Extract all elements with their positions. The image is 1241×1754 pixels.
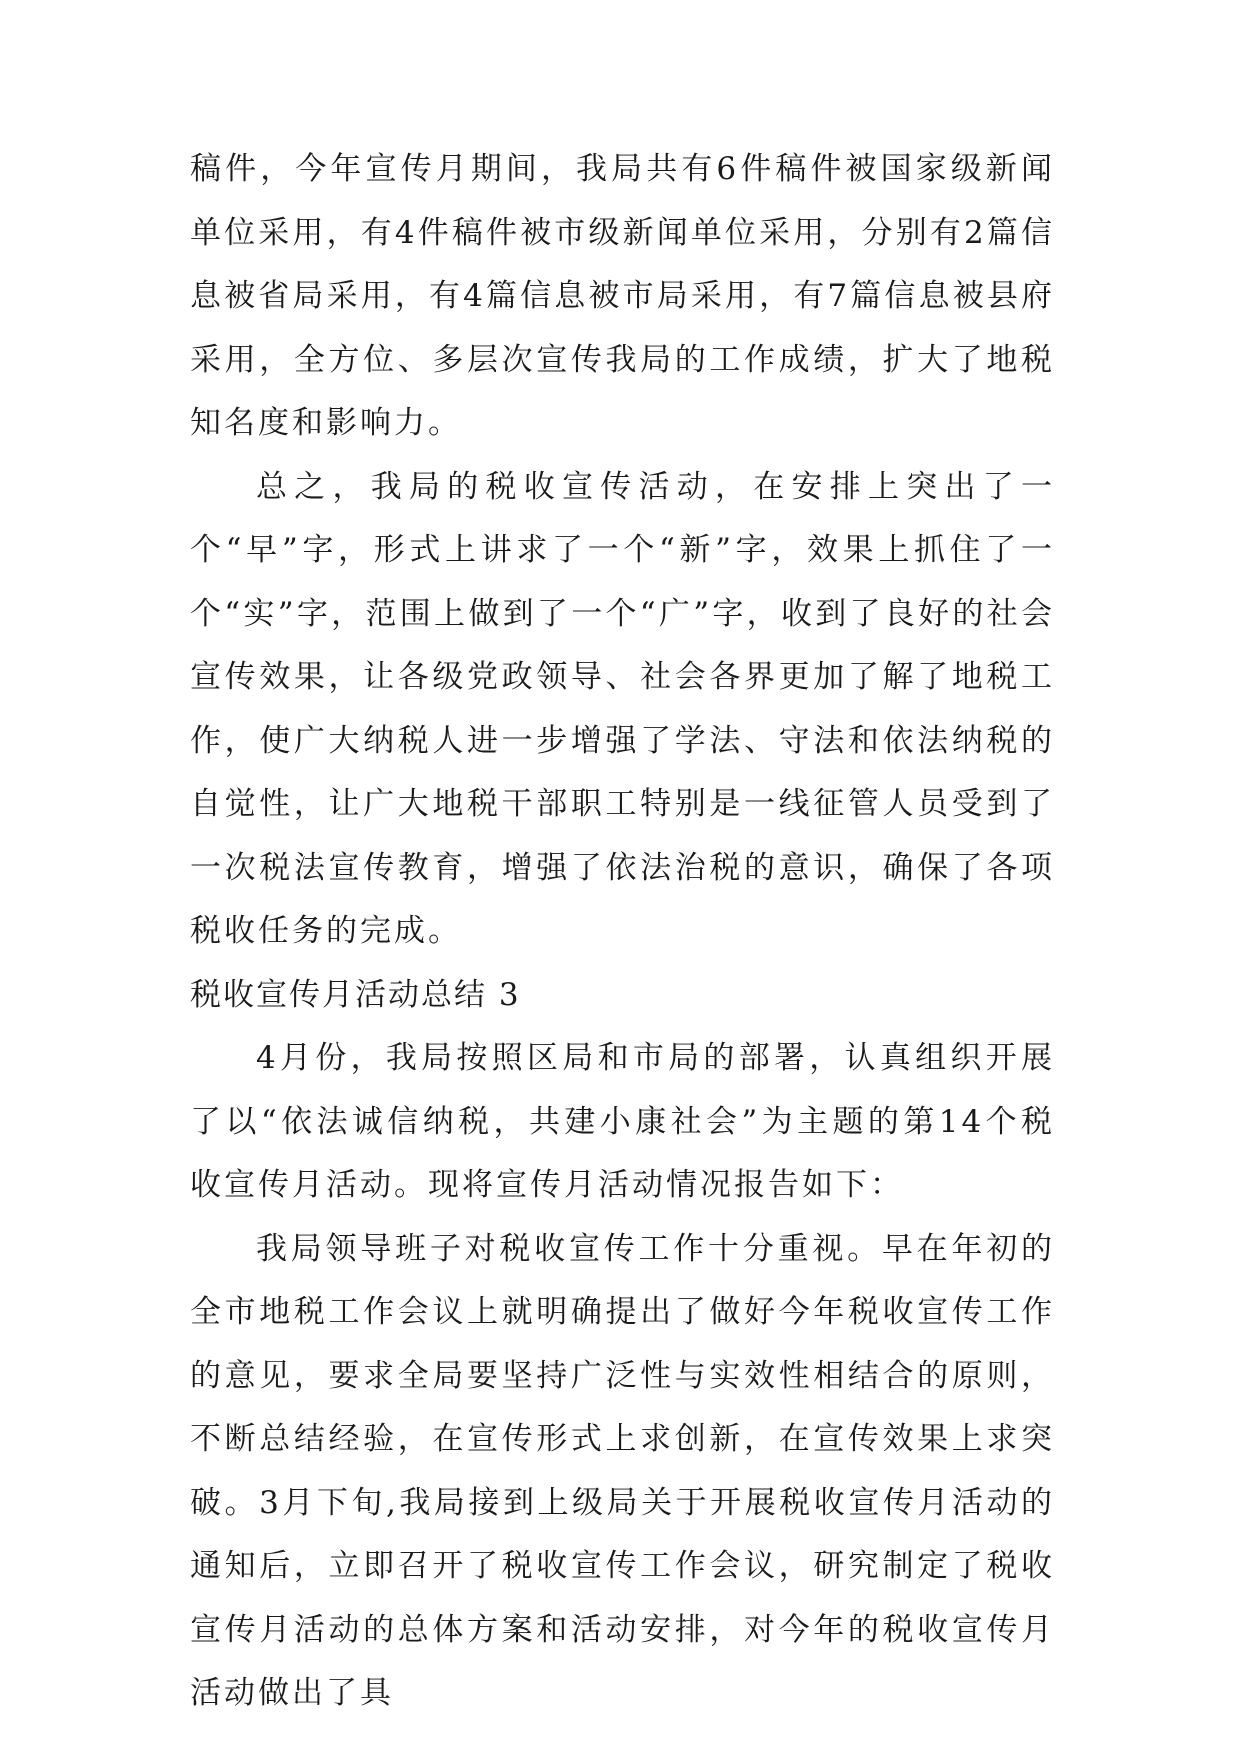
paragraph-summary: 总之，我局的税收宣传活动，在安排上突出了一个“早”字，形式上讲求了一个“新”字，效果上抓住了一个“实”字，范围上做到了一个“广”字，收到了良好的社会宣传效果，让各级党政领导、社会各界更加了解了地税工作，使广大纳税人进一步增强了学法、守法和依法纳税的自觉性，让广大地税干部职工特别是一线征管人员受到了一次税法宣传教育，增强了依法治税的意识，确保了各项税收任务的完成。	[190, 468, 1055, 949]
paragraph-continued: 稿件，今年宣传月期间，我局共有6件稿件被国家级新闻单位采用，有4件稿件被市级新闻单位采用，分别有2篇信息被省局采用，有4篇信息被市局采用，有7篇信息被县府采用，全方位、多层次宣传我局的工作成绩，扩大了地税知名度和影响力。	[190, 151, 1055, 441]
paragraph-intro: 4月份，我局按照区局和市局的部署，认真组织开展了以“依法诚信纳税，共建小康社会”为主题的第14个税收宣传月活动。现将宣传月活动情况报告如下：	[190, 1040, 1055, 1203]
document-body	[190, 138, 1055, 1726]
section-heading: 税收宣传月活动总结 3	[190, 976, 521, 1013]
paragraph-leadership: 我局领导班子对税收宣传工作十分重视。早在年初的全市地税工作会议上就明确提出了做好今年税收宣传工作的意见，要求全局要坚持广泛性与实效性相结合的原则，不断总结经验，在宣传形式上求创新，在宣传效果上求突破。3月下旬,我局接到上级局关于开展税收宣传月活动的通知后，立即召开了税收宣传工作会议，研究制定了税收宣传月活动的总体方案和活动安排，对今年的税收宣传月活动做出了具	[190, 1230, 1055, 1711]
